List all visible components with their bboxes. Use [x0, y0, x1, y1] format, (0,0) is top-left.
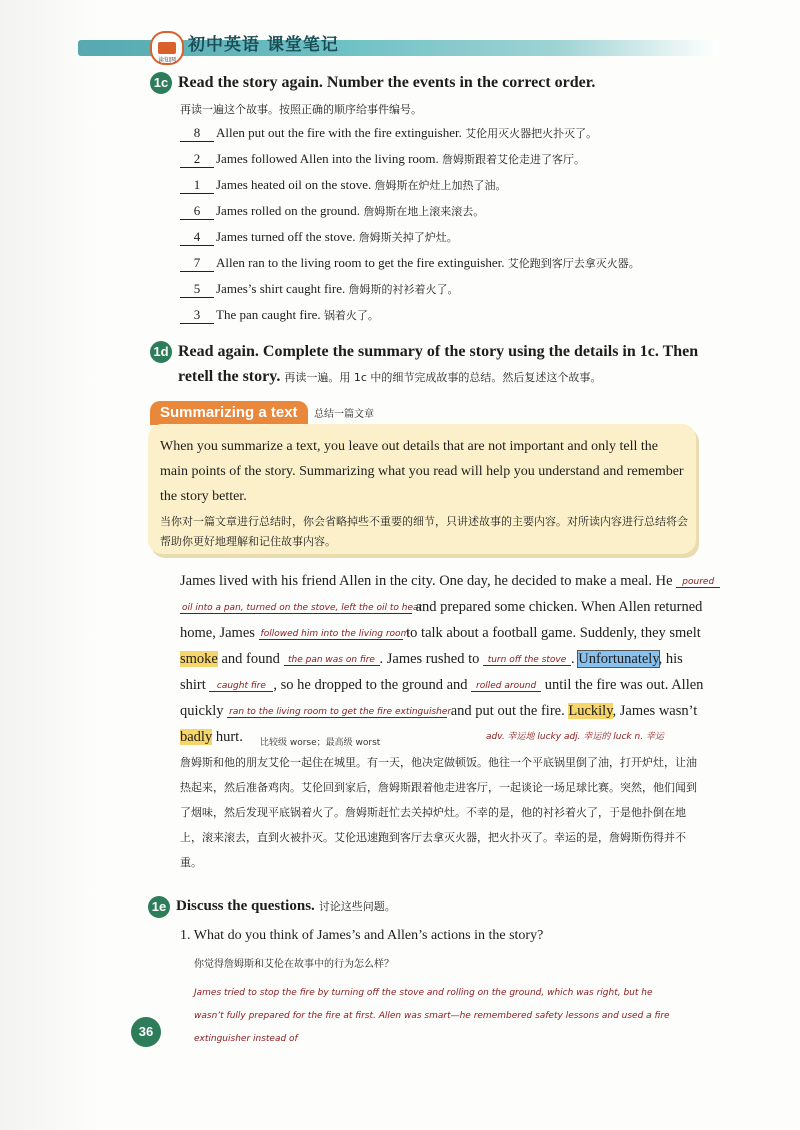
book-logo-icon: [150, 31, 184, 65]
badge-1e: 1e: [148, 896, 170, 918]
answer-blank: oil into a pan, turned on the stove, left the oil to heat: [182, 603, 423, 613]
highlight-word: Luckily: [568, 703, 613, 719]
event-item: 8 Allen put out the fire with the fire extinguisher. 艾伦用灭火器把火扑灭了。: [180, 125, 597, 145]
header-title: 初中英语 课堂笔记: [188, 35, 339, 55]
page-number: 36: [131, 1017, 161, 1047]
passage-line: home, James followed him into the living room to talk about a football game. Suddenly, they smelt: [180, 625, 701, 641]
answer-blank: caught fire: [209, 681, 273, 692]
question-1-cn: 你觉得詹姆斯和艾伦在故事中的行为怎么样？: [194, 959, 394, 970]
answer-blank: rolled around: [471, 681, 541, 692]
answer-blank: the pan was on fire: [284, 655, 380, 666]
passage-line: badly hurt.: [180, 729, 243, 745]
heading-1e: Discuss the questions.: [176, 898, 315, 914]
question-1-answer: James tried to stop the fire by turning off the stove and rolling on the ground, which was right, but he wasn’t fully prepared for the fire at first. Allen was smart—he remembered safety lessons and used a fire extinguisher instead of: [194, 988, 670, 1044]
summarizing-text-cn: 当你对一篇文章进行总结时，你会省略掉些不重要的细节，只讲述故事的主要内容。对所读内容进行总结将会帮助你更好地理解和记住故事内容。: [160, 515, 688, 548]
event-item: 6 James rolled on the ground. 詹姆斯在地上滚来滚去。: [180, 203, 484, 223]
note-lucky: adv. 幸运地 lucky adj. 幸运的 luck n. 幸运: [486, 732, 664, 742]
event-item: 1 James heated oil on the stove. 詹姆斯在炉灶上加热了油。: [180, 177, 507, 197]
heading-1d-cn: 再读一遍。用 1c 中的细节完成故事的总结。然后复述这个故事。: [284, 371, 602, 384]
answer-blank: turn off the stove: [483, 655, 571, 666]
passage-line: shirt caught fire , so he dropped to the ground and rolled around until the fire was out. Allen: [180, 677, 704, 693]
event-item: 5 James’s shirt caught fire. 詹姆斯的衬衫着火了。: [180, 281, 459, 301]
summarizing-tab-cn: 总结一篇文章: [314, 409, 374, 420]
heading-1e-row: [176, 897, 396, 915]
logo-text: 读知网: [157, 57, 176, 64]
heading-1c: Read the story again. Number the events in the correct order.: [178, 74, 596, 91]
badge-1d: 1d: [150, 341, 172, 363]
passage-line: smoke and found the pan was on fire . James rushed to turn off the stove . Unfortunately, his: [180, 651, 683, 667]
summarizing-tab: Summarizing a text: [150, 401, 308, 425]
event-item: 7 Allen ran to the living room to get the fire extinguisher. 艾伦跑到客厅去拿灭火器。: [180, 255, 640, 275]
heading-1e-cn: 讨论这些问题。: [318, 900, 396, 913]
note-worse: 比较级 worse；最高级 worst: [260, 738, 381, 748]
heading-1c-cn: 再读一遍这个故事。按照正确的顺序给事件编号。: [180, 103, 422, 116]
event-item: 3 The pan caught fire. 锅着火了。: [180, 307, 379, 327]
badge-1c: 1c: [150, 72, 172, 94]
answer-blank: followed him into the living room: [260, 629, 410, 639]
answer-blank: poured: [676, 577, 720, 588]
highlight-word: Unfortunately: [578, 651, 659, 667]
highlight-word: badly: [180, 729, 213, 745]
passage-cn: 詹姆斯和他的朋友艾伦一起住在城里。有一天，他决定做顿饭。他往一个平底锅里倒了油，打开炉灶，让油热起来，然后准备鸡肉。艾伦回到家后，詹姆斯跟着他走进客厅，一起谈论一场足球比赛。突然，他们闻到了烟味，然后发现平底锅着火了。詹姆斯赶忙去关掉炉灶。不幸的是，他的衬衫着火了，于是他扑倒在地上，滚来滚去，直到火被扑灭。艾伦迅速跑到客厅去拿灭火器，把火扑灭了。幸运的是，詹姆斯伤得并不重。: [180, 756, 697, 869]
page-gutter-shadow: [0, 0, 100, 1130]
passage-line: James lived with his friend Allen in the city. One day, he decided to make a meal. He poured: [180, 573, 720, 590]
highlight-word: smoke: [180, 651, 218, 667]
event-item: 4 James turned off the stove. 詹姆斯关掉了炉灶。: [180, 229, 458, 249]
event-item: 2 James followed Allen into the living room. 詹姆斯跟着艾伦走进了客厅。: [180, 151, 585, 171]
heading-1d-line2: retell the story. 再读一遍。用 1c 中的细节完成故事的总结。然后复述这个故事。: [178, 368, 602, 385]
answer-blank: ran to the living room to get the fire extinguisher: [229, 707, 452, 717]
heading-1d: Read again. Complete the summary of the story using the details in 1c. Then: [178, 343, 699, 360]
summarizing-text: When you summarize a text, you leave out details that are not important and only tell the main points of the story. Summarizing what you read will help you understand and remember the story better.: [160, 439, 684, 504]
passage-line: oil into a pan, turned on the stove, left the oil to heat and prepared some chicken. When Allen returned: [182, 599, 703, 615]
passage-line: quickly ran to the living room to get the fire extinguisher and put out the fire. Luckily, James wasn’t: [180, 703, 698, 719]
question-1: 1. What do you think of James’s and Allen’s actions in the story?: [180, 928, 544, 943]
